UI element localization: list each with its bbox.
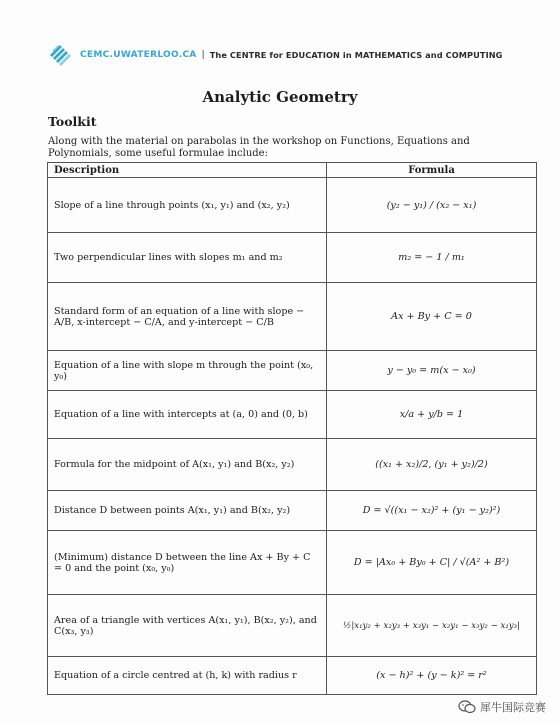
centre-name: The CENTRE for EDUCATION in MATHEMATICS and COMPUTING: [209, 50, 503, 60]
table-row: [48, 178, 537, 233]
row-description: Area of a triangle with vertices A(x₁, y₁), B(x₂, y₂), and C(x₃, y₃): [48, 595, 327, 657]
table-header-row: [48, 163, 537, 178]
row-description: (Minimum) distance D between the line Ax + By + C = 0 and the point (x₀, y₀): [48, 531, 327, 595]
brand-text: CEMC.UWATERLOO.CA: [80, 50, 197, 60]
row-formula: x/a + y/b = 1: [327, 391, 537, 439]
row-description: Two perpendicular lines with slopes m₁ and m₂: [48, 233, 327, 283]
row-description: Formula for the midpoint of A(x₁, y₁) and B(x₂, y₂): [48, 439, 327, 491]
table-row: [48, 491, 537, 531]
table-row: [48, 233, 537, 283]
table-row: [48, 439, 537, 491]
row-formula: (x − h)² + (y − k)² = r²: [327, 657, 537, 695]
table-row: [48, 657, 537, 695]
section-heading: Toolkit: [48, 114, 97, 129]
row-description: Equation of a circle centred at (h, k) with radius r: [48, 657, 327, 695]
page-title: Analytic Geometry: [202, 88, 358, 106]
document-header: [48, 42, 503, 68]
row-formula: y − y₀ = m(x − x₀): [327, 351, 537, 391]
row-formula: (y₂ − y₁) / (x₂ − x₁): [327, 178, 537, 233]
cemc-stripes-logo-icon: [48, 43, 74, 67]
watermark: [458, 699, 546, 715]
header-separator: |: [201, 50, 205, 60]
row-description: Slope of a line through points (x₁, y₁) and (x₂, y₂): [48, 178, 327, 233]
table-row: [48, 391, 537, 439]
row-description: Equation of a line with slope m through the point (x₀, y₀): [48, 351, 327, 391]
column-header-description: Description: [48, 163, 327, 178]
table-row: [48, 351, 537, 391]
table-row: [48, 595, 537, 657]
row-formula: ((x₁ + x₂)/2, (y₁ + y₂)/2): [327, 439, 537, 491]
column-header-formula: Formula: [327, 163, 537, 178]
row-description: Equation of a line with intercepts at (a, 0) and (0, b): [48, 391, 327, 439]
watermark-text: 犀牛国际竞赛: [480, 701, 546, 714]
table-row: [48, 283, 537, 351]
wechat-icon: [458, 700, 476, 714]
row-formula: Ax + By + C = 0: [327, 283, 537, 351]
table-row: [48, 531, 537, 595]
row-description: Distance D between points A(x₁, y₁) and B(x₂, y₂): [48, 491, 327, 531]
row-formula: D = √((x₁ − x₂)² + (y₁ − y₂)²): [327, 491, 537, 531]
formula-table: [47, 162, 537, 695]
row-formula: D = |Ax₀ + By₀ + C| / √(A² + B²): [327, 531, 537, 595]
row-description: Standard form of an equation of a line with slope − A/B, x-intercept − C/A, and y-intercept − C/B: [48, 283, 327, 351]
intro-paragraph: Along with the material on parabolas in the workshop on Functions, Equations and Polynomials, some useful formulae include:: [48, 136, 470, 159]
row-formula: ½|x₁y₂ + x₂y₃ + x₃y₁ − x₂y₁ − x₃y₂ − x₁y₃|: [327, 595, 537, 657]
row-formula: m₂ = − 1 / m₁: [327, 233, 537, 283]
